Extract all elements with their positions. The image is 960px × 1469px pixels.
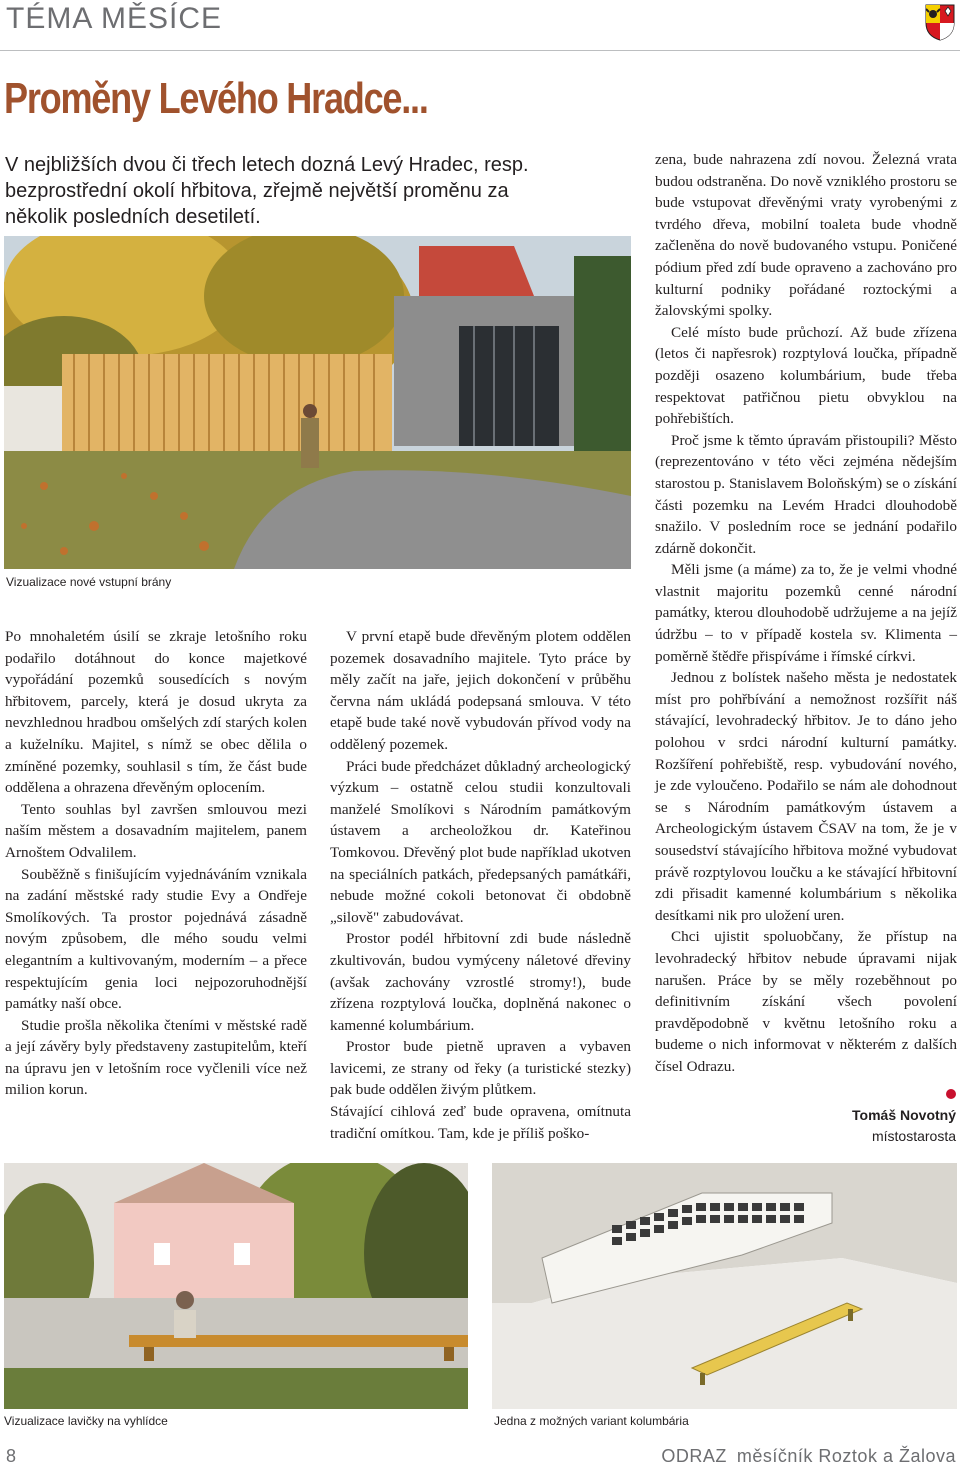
- footer-brand: ODRAZ: [661, 1446, 727, 1466]
- paragraph: Chci ujistit spoluobčany, že přístup na levohradecký hřbitov nebude úpravami nijak narušen. Práce by se měly rozeběhnout po definitivním získání všech povolení pravděpodobně v květnu letošního roku a budeme o nich informovat v některém z dalších čísel Odrazu.: [655, 928, 957, 1075]
- author-signature: [852, 1105, 956, 1147]
- article-column-3: [655, 149, 957, 1078]
- gate-visualization-image: [4, 236, 631, 569]
- paragraph: Prostor podél hřbitovní zdi bude následně zkultivován, budou vymýceny náletové dřeviny (avšak zachovány vzrostlé stromy!), bude zřízena rozptylová loučka, doplněná nakonec o kamenné kolumbárium.: [330, 930, 631, 1034]
- author-role: místostarosta: [871, 1128, 956, 1144]
- paragraph: Práci bude předcházet důkladný archeologický výzkum – ostatně celou studii konzultovali manželé Smolíkovi s Národním památkovým ústavem a archeoložkou dr. Kateřinou Tomkovou. Dřevěný plot bude například ukotven na speciálních patkách, předepsaných památkáři, nebude možné cokoli betonovat či obdobně „silově" zabudovávat.: [330, 757, 631, 926]
- header-divider: [0, 50, 960, 51]
- paragraph: Studie prošla několika čteními v městské radě a její závěry byly představeny zastupitelům, kteří na úpravu jen v letošním roce vyčlenili více než milion korun.: [5, 1016, 307, 1099]
- article-column-2: [330, 626, 631, 1144]
- columbarium-image-caption: Jedna z možných variant kolumbária: [494, 1414, 689, 1428]
- paragraph: Proč jsme k těmto úpravám přistoupili? Město (reprezentováno v této věci zejména nědejším starostou p. Stanislavem Boloňským) se o získání části pozemku na Levém Hradci dlouhodobě snažilo. V posledním roce se jednání podařilo zdárně dokončit.: [655, 431, 957, 557]
- article-column-1: [5, 626, 307, 1101]
- paragraph: zena, bude nahrazena zdí novou. Železná vrata budou odstraněna. Do nově vzniklého prostoru se bude vstupovat dřevěnými vraty vyrobenými z tvrdého dřeva, mobilní toaleta bude vhodně začleněna do nově budovaného vstupu. Poničené pódium před zdí bude opraveno a zachováno pro kulturní podniky pořádané roztockými a žalovskými spolky.: [655, 151, 957, 320]
- coat-of-arms-icon: [924, 3, 956, 41]
- paragraph: Souběžně s finišujícím vyjednáváním vznikala na zadání městské rady studie Evy a Ondřeje Smolíkových. Ta prostor pojednává zásadně novým způsobem, dle mého soudu velmi elegantním a kultivovaným, moderním – a přece respektujícím genia loci nejpozoruhodnější památky naší obce.: [5, 865, 307, 1013]
- author-name: Tomáš Novotný: [852, 1107, 956, 1123]
- paragraph: Jednou z bolístek našeho města je nedostatek míst pro pohřbívání a nemožnost rozšířit náš stávající, levohradecký hřbitov. Je to dáno jeho polohou v srdci národní kulturní památky. Rozšíření pohřebiště, resp. vybudování nového, je zde vyloučeno. Podařilo se nám ale dohodnout se s Národním památkovým ústavem a Archeologickým ústavem ČSAV na tom, že je v sousedství stávajícího hřbitova možné vybudovat právě rozptylovou loučku a ke stávající hřbitovní zdi přisadit kamenné kolumbárium s několika desítkami nik pro uložení uren.: [655, 669, 957, 924]
- page-number: 8: [6, 1446, 17, 1466]
- paragraph: V první etapě bude dřevěným plotem oddělen pozemek dosavadního majitele. Tyto práce by měly začít na jaře, jejich dokončení v průběhu června nám ukládá podepsaná smlouva. V této etapě bude také nově vybudován přívod vody na oddělený pozemek.: [330, 628, 631, 753]
- article-title: Proměny Levého Hradce...: [4, 74, 428, 123]
- bench-visualization-image: [4, 1163, 468, 1409]
- paragraph: Po mnohaletém úsilí se zkraje letošního roku podařilo dotáhnout do konce majetkové vypořádání pozemků sousedících s novým hřbitovem, parcely, která je dosud ukryta za nevzhlednou hradbou omšelých zdí starých kolen a kuželníku. Majitel, s nímž se obec dělila o zmíněné pozemky, souhlasil s tím, že část bude oddělena a ohrazena dřevěným oplocením.: [5, 628, 307, 797]
- columbarium-variant-image: [492, 1163, 957, 1409]
- section-label: TÉMA MĚSÍCE: [6, 2, 223, 35]
- article-lead: V nejbližších dvou či třech letech dozná Levý Hradec, resp. bezprostřední okolí hřbitova, zřejmě největší proměnu za několik posledních desetiletí.: [5, 154, 529, 228]
- paragraph: Tento souhlas byl završen smlouvou mezi naším městem a dosavadním majitelem, panem Arnoštem Odvalilem.: [5, 800, 307, 861]
- footer-subtitle: měsíčník Roztok a Žalova: [736, 1446, 956, 1466]
- paragraph: Stávající cihlová zeď bude opravena, omítnuta tradiční omítkou. Tam, kde je příliš poško-: [330, 1103, 631, 1142]
- paragraph: Prostor bude pietně upraven a vybaven lavicemi, ze strany od řeky (a turistické stezky) pak bude oddělen živým plůtkem.: [330, 1038, 631, 1099]
- bench-image-caption: Vizualizace lavičky na vyhlídce: [4, 1414, 168, 1428]
- paragraph: Měli jsme (a máme) za to, že je velmi vhodné vlastnit majoritu pozemků cenné národní památky, kterou dlouhodobě udržujeme a na jejíž údržbu – to v případě kostela sv. Klimenta – poměrně štědře přispíváme i římské církvi.: [655, 561, 957, 665]
- gate-image-caption: Vizualizace nové vstupní brány: [6, 575, 172, 589]
- article-end-marker: [946, 1089, 956, 1099]
- footer-masthead: [661, 1446, 956, 1467]
- paragraph: Celé místo bude průchozí. Až bude zřízena (letos či napřesrok) rozptylová loučka, případně později osazeno kolumbárium, bude třeba respektovat patřičnou pietu obvyklou na pohřebištích.: [655, 323, 957, 428]
